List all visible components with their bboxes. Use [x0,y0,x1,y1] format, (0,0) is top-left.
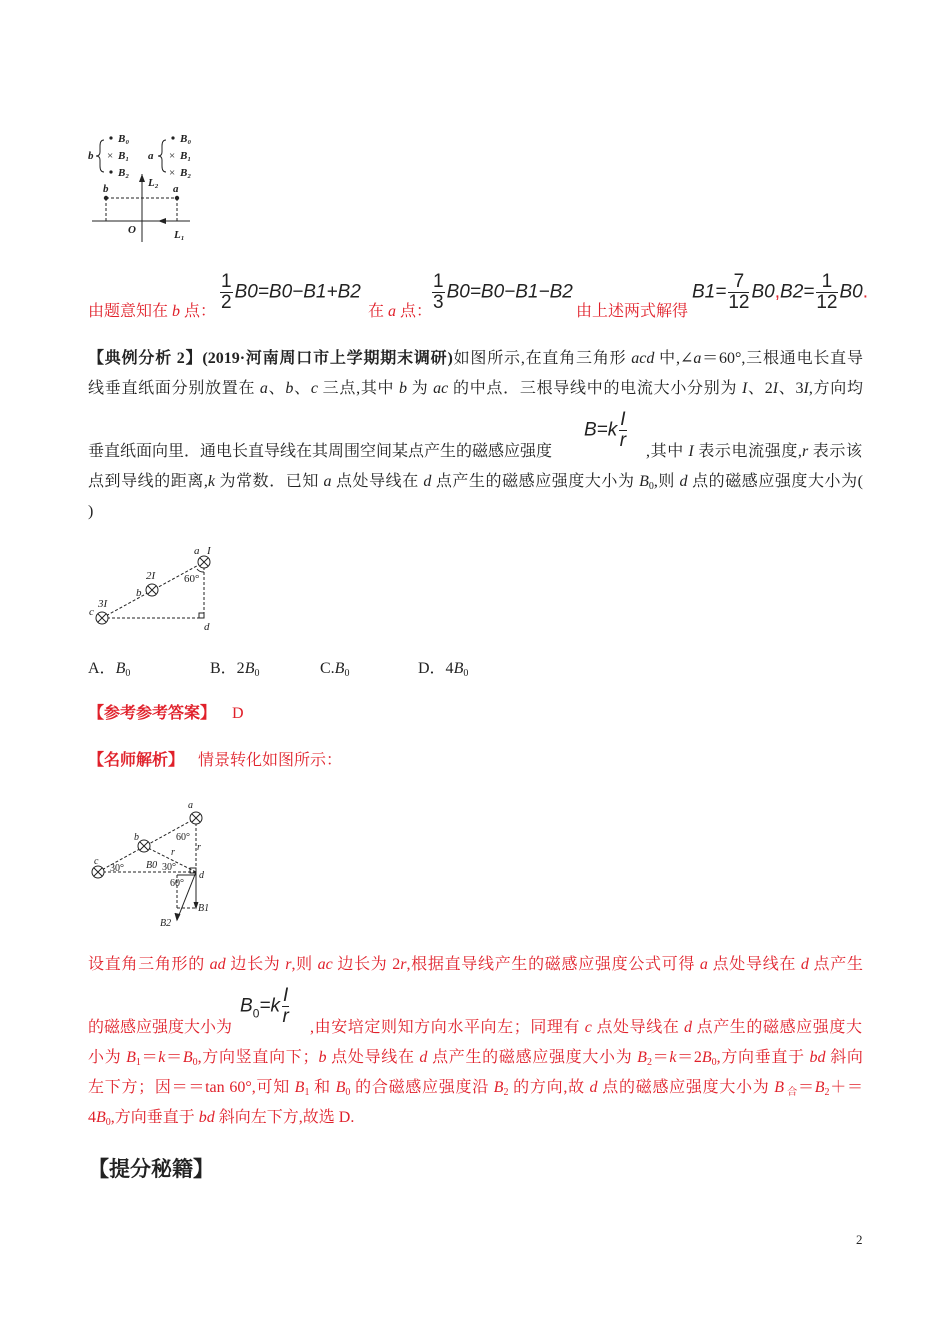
text-run: c [584,1019,592,1036]
answer-row [88,704,244,724]
fraction-numerator: 1 [221,271,232,292]
text-run: 2 [503,1087,509,1098]
text-run: B [335,1079,346,1096]
text-run: 为 [406,380,434,397]
text-run: B [126,1049,136,1066]
text-run: d [419,1049,428,1066]
explanation-line-1 [88,955,863,975]
text-run: B [96,1109,106,1126]
page-number: 2 [856,1232,863,1247]
text-run: ad [209,956,226,973]
text-run: 0 [463,668,469,679]
solution-equation [692,272,868,313]
equation-rest: B0=B0−B1+B2 [234,281,361,303]
label-a: a [148,150,154,162]
text-run: 点产生 [808,956,863,973]
text-run: B [294,1079,305,1096]
text-run: 0 [711,1057,717,1068]
text-run: 为常数．已知 [215,473,324,490]
text-run: 0 [125,668,131,679]
svg-text:b: b [103,183,109,195]
svg-text:L₂: L₂ [148,177,159,189]
text-run: 斜向左下方,故选 D. [214,1109,355,1126]
option-a[interactable] [88,659,130,684]
text-run: 点到导线的距离, [88,473,208,490]
text-run: 、 [293,380,311,397]
analysis-text: 情景转化如图所示： [198,752,343,769]
text-run: I [688,443,694,460]
text-run: ,则 [653,473,680,490]
fraction-numerator: 7 [728,272,749,293]
text-run: 斜向 [825,1049,863,1066]
text-run: b [398,380,407,397]
question-line-5 [88,502,93,522]
text-run: 点处导线在 [707,956,801,973]
fraction-numerator: I [282,985,289,1006]
text-run: B [774,1079,785,1096]
text-run: 垂直纸面向里．通电长直导线在其周围空间某点产生的磁感应强度 [88,443,553,460]
field-vector-diagram [86,798,216,932]
text-run: B [637,1049,647,1066]
text-run: k [158,1049,166,1066]
fraction-denominator: 12 [728,292,750,313]
text-run: 的磁感应强度大小为 [88,1019,233,1036]
explanation-line-4 [88,1078,863,1103]
option-b[interactable] [210,659,259,684]
text-run: ,根据直导线产生的磁感应强度公式可得 [406,956,700,973]
text-run: a [323,473,332,490]
text-run: 中,∠ [654,350,694,367]
field-direction-diagram [86,126,196,246]
text-run: ,其中 [646,443,689,460]
text-run: 0 [648,481,654,492]
label-angle: 60° [184,573,200,585]
text-run: 0 [192,1057,198,1068]
text-run: 点产生的磁感应强度大 [692,1019,862,1036]
formula-eq: =k [259,995,280,1017]
fraction-numerator: I [620,409,626,430]
svg-text:B₂: B₂ [118,167,130,179]
text-run: 、2 [747,380,773,397]
svg-text:B₀: B₀ [180,133,192,145]
text-run: 0 [105,1117,111,1128]
question-line-3a [88,442,552,462]
label-2i: 2I [146,570,156,582]
text-run: ,由安培定则知方向水平向左；同理有 [310,1019,585,1036]
text-run: 设直角三角形的 [88,956,210,973]
text-run: 点处导线在 [326,1049,420,1066]
text-run: bd [809,1049,826,1066]
text-run: I [803,380,809,397]
formula-lhs: B [240,995,253,1017]
text-run: d [684,1019,693,1036]
fraction-denominator: r [282,1006,289,1027]
label-b2: B2 [160,918,172,929]
label-b0: B0 [146,860,158,871]
svg-text:B₂: B₂ [180,167,192,179]
text-run: 点的磁感应强度大小为( [687,473,863,490]
explanation-line-2a [88,1018,232,1038]
text-run: a [259,380,268,397]
label-angle-a: 60° [176,832,190,843]
text-run: B [814,1079,825,1096]
text-run: 0 [254,668,260,679]
text-run: B [334,660,345,677]
svg-text:B₁: B₁ [118,150,130,162]
derivation-b-label [88,302,216,322]
text-run: d [589,1079,598,1096]
question-line-1 [88,349,863,369]
text-run: 、3 [778,380,804,397]
text-run: 合 [784,1087,798,1098]
text-run: B [701,1049,712,1066]
text-run: ＝60°,三根通电长直导 [701,350,863,367]
text-run: 如图所示,在直角三角形 [452,350,632,367]
text-run: 2 [646,1057,652,1068]
text-run: 0 [345,1087,351,1098]
comma: , [774,281,781,303]
text-run: 边长为 2 [332,956,401,973]
b1-rhs: B0 [751,281,775,303]
text-run: r [400,956,407,973]
label-c: c [89,606,94,618]
equation-a [430,272,573,313]
label-i: I [207,545,211,557]
text-run: I [741,380,748,397]
question-line-2 [88,379,863,399]
text-run: c [310,380,318,397]
text-run: ＝ [651,1049,670,1066]
text-run: a [699,956,708,973]
text-run: 点处导线在 [331,473,424,490]
text-run: B．2 [210,660,245,677]
text-run: a [388,303,397,320]
text-run: I [772,380,779,397]
explanation-line-2b [310,1018,862,1038]
svg-text:×: × [107,150,114,162]
text-run: b [172,303,181,320]
answer-value: D [232,705,244,722]
formula-b-equals-k-i-over-r [584,410,629,451]
text-run: 线垂直纸面分别放置在 [88,380,260,397]
text-run: 4 [88,1109,96,1126]
question-line-3b [646,442,862,462]
svg-text:B₁: B₁ [180,150,192,162]
text-run: A． [88,660,116,677]
text-run: ,方向垂直于 [716,1049,810,1066]
text-run: 点产生的磁感应强度大小为 [427,1049,638,1066]
text-run: r [285,956,292,973]
text-run: B [639,473,649,490]
text-run: 1 [304,1087,310,1098]
text-run: B [115,660,126,677]
text-run: 【典例分析 2】(2019·河南周口市上学期期末调研) [88,350,453,367]
label-3i: 3I [98,598,108,610]
text-run: ＝ [165,1049,183,1066]
svg-text:B₀: B₀ [118,133,130,145]
text-run: 三点,其中 [317,380,399,397]
label-b: b [134,832,139,843]
text-run: ac [433,380,449,397]
equation-rest: B0=B0−B1−B2 [446,281,573,303]
explanation-line-5 [88,1108,354,1133]
formula-subscript: 0 [252,1006,260,1021]
text-run: 表示电流强度, [693,443,802,460]
svg-text:O: O [128,224,136,236]
fraction-denominator: r [619,430,627,451]
fraction-numerator: 1 [433,271,444,292]
text-run: 由题意知在 [88,303,173,320]
text-run: d [679,473,688,490]
text-run: ,则 [291,956,318,973]
option-d[interactable] [418,659,468,684]
text-run: 点处导线在 [591,1019,685,1036]
analysis-label: 【名师解析】 [88,752,185,769]
b2-rhs: B0 [839,281,863,303]
label-d: d [199,870,204,881]
label-angle-c: 30° [110,863,124,874]
text-run: ac [317,956,333,973]
label-angle-60: 60° [170,878,184,889]
text-run: k [207,473,215,490]
label-c: c [94,856,99,867]
text-run: ,方向均 [808,380,863,397]
tips-heading: 【提分秘籍】 [88,1157,214,1181]
label-a: a [188,800,193,811]
text-run: 点： [396,303,433,320]
text-run: ) [88,503,94,520]
text-run: 和 [309,1079,336,1096]
text-run: a [693,350,702,367]
text-run: b [318,1049,327,1066]
text-run: acd [631,350,655,367]
text-run: 的方向,故 [508,1079,590,1096]
period: . [862,281,869,303]
text-run: B [182,1049,193,1066]
fraction-denominator: 12 [816,292,838,313]
label-angle-d: 30° [162,862,176,873]
option-c[interactable] [320,659,349,684]
fraction-numerator: 1 [816,272,837,293]
formula-b0-equals-k-i-over-r [240,986,291,1027]
text-run: 点的磁感应强度大小为 [597,1079,775,1096]
text-run: ＋＝ [829,1079,863,1096]
derivation-a-label [368,302,432,322]
svg-text:L₁: L₁ [174,229,185,241]
b1-lhs: B1= [692,281,727,303]
text-run: D．4 [418,660,454,677]
text-run: ,方向垂直于 [110,1109,199,1126]
text-run: 边长为 [225,956,286,973]
text-run: d [800,956,809,973]
text-run: 点产生的磁感应强度大小为 [431,473,640,490]
label-b1: B1 [198,903,210,914]
text-run: B [493,1079,504,1096]
text-run: d [423,473,432,490]
label-r-ad: r [197,842,201,853]
text-run: ,方向竖直向下； [197,1049,319,1066]
explanation-line-3 [88,1048,863,1073]
text-run: 、 [267,380,286,397]
analysis-row [88,751,342,771]
b2-lhs: B2= [780,281,815,303]
text-run: C. [320,660,335,677]
text-run: 小为 [88,1049,127,1066]
text-run: 0 [344,668,350,679]
text-run: k [669,1049,677,1066]
fraction-denominator: 3 [433,292,444,313]
text-run: 左下方；因＝＝tan 60°,可知 [88,1079,295,1096]
text-run: 的中点．三根导线中的电流大小分别为 [448,380,742,397]
text-run: B [453,660,464,677]
fraction-denominator: 2 [221,292,232,313]
text-run: ＝2 [676,1049,702,1066]
svg-text:×: × [169,150,176,162]
text-run: 2 [824,1087,830,1098]
text-run: bd [198,1109,215,1126]
text-run: B [244,660,255,677]
text-run: 点： [180,303,217,320]
text-run: 表示该 [808,443,862,460]
svg-text:×: × [169,167,176,179]
triangle-wires-diagram [86,542,221,634]
equation-b [218,272,361,313]
text-run: ＝ [798,1079,815,1096]
label-d: d [204,621,210,633]
svg-text:a: a [173,183,179,195]
answer-label: 【参考参考答案】 [88,705,217,722]
label-b: b [88,150,94,162]
text-run: 的合磁感应强度沿 [350,1079,494,1096]
label-b: b [136,587,142,599]
text-run: b [285,380,294,397]
derivation-solve-label: 由上述两式解得 [576,303,689,320]
text-run: ＝ [140,1049,159,1066]
text-run: r [801,443,809,460]
label-r-bd: r [171,847,175,858]
label-a: a [194,545,200,557]
text-run: 在 [368,303,389,320]
question-line-4 [88,472,863,497]
formula-lhs: B=k [584,419,618,441]
text-run: 1 [135,1057,141,1068]
